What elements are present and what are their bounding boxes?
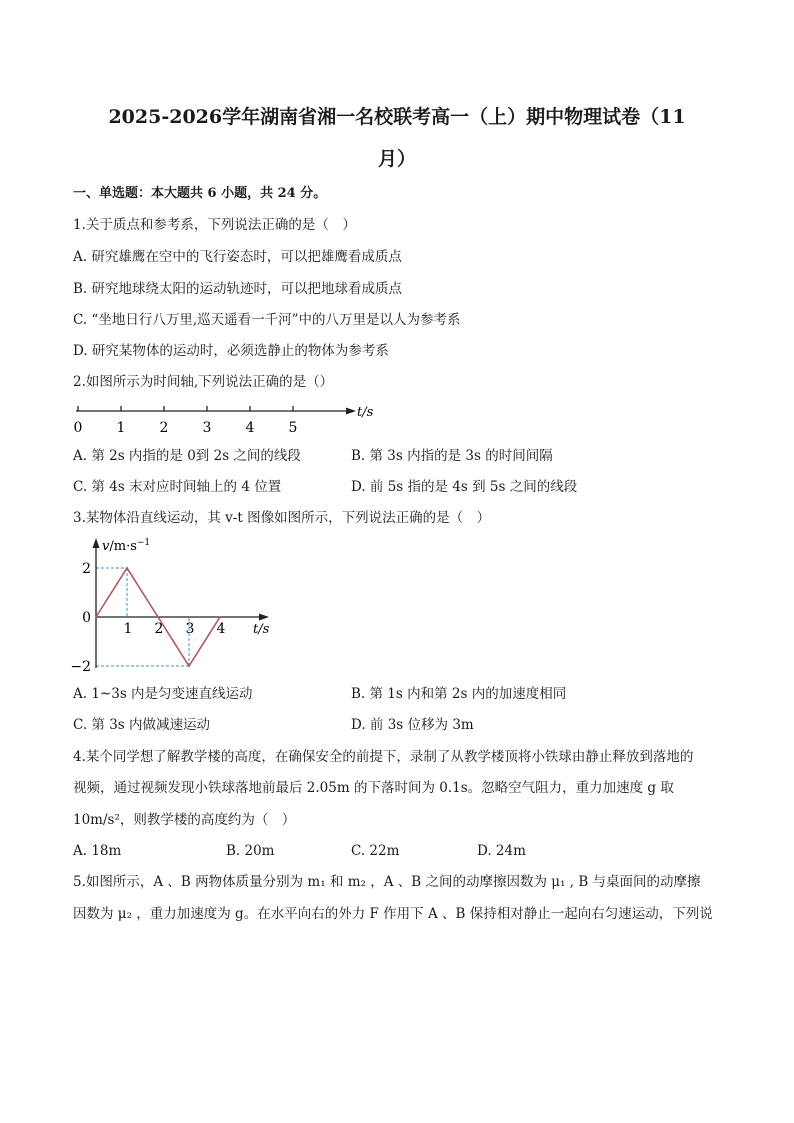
x-tick-label: 1 [123,621,133,637]
q4-option-a: A. 18m [73,843,122,859]
q1-option-c: C. “坐地日行八万里,巡天遥看一千河”中的八万里是以人为参考系 [73,312,461,328]
exam-title-line1: 2025-2026学年湖南省湘一名校联考高一（上）期中物理试卷（11 [108,106,686,128]
q5-line1: 5.如图所示，A 、B 两物体质量分别为 m₁ 和 m₂ ，A 、B 之间的动摩擦因数为 μ₁ , B 与桌面间的动摩擦 [73,874,701,890]
x-tick-label: 3 [185,621,195,637]
axis-tick-label: 0 [73,420,83,436]
q5-line2: 因数为 μ₂ ，重力加速度为 g。在水平向右的外力 F 作用下 A 、B 保持相对静止一起向右匀速运动，下列说 [73,906,713,922]
axis-tick-label: 4 [245,420,255,436]
data-point [95,616,97,618]
q4-option-b: B. 20m [226,843,275,859]
q2-option-d: D. 前 5s 指的是 4s 到 5s 之间的线段 [351,479,578,495]
axis-label-t: t/s [357,405,374,420]
q4-line2: 视频，通过视频发现小铁球落地前最后 2.05m 的下落时间为 0.1s。忽略空气阻力，重力加速度 g 取 [73,780,674,796]
q2-option-b: B. 第 3s 内指的是 3s 的时间间隔 [351,448,553,464]
data-point [157,616,159,618]
q3-option-c: C. 第 3s 内做减速运动 [73,717,211,733]
x-tick-label: 2 [154,621,164,637]
y-axis-arrow [93,538,100,548]
q1-option-d: D. 研究某物体的运动时，必须选静止的物体为参考系 [73,343,389,359]
exam-title-line2: 月） [377,148,416,170]
y-axis-label: $v/m\cdot s^{-1}$ [102,538,151,554]
vt-graph [68,528,288,678]
x-axis-label: t/s [253,622,270,637]
q1-stem: 1.关于质点和参考系，下列说法正确的是（ ） [73,217,356,233]
y-tick-label: 2 [82,561,91,577]
q3-stem: 3.某物体沿直线运动，其 v-t 图像如图所示，下列说法正确的是（ ） [73,510,491,526]
axis-tick-label: 3 [202,420,212,436]
q4-option-c: C. 22m [351,843,400,859]
axis-tick-label: 1 [116,420,126,436]
q2-stem: 2.如图所示为时间轴,下列说法正确的是（） [73,374,334,390]
q3-option-d: D. 前 3s 位移为 3m [351,717,474,733]
y-tick-label: −2 [70,659,91,675]
data-point [126,567,128,569]
section-heading: 一、单选题：本大题共 6 小题，共 24 分。 [73,186,327,201]
q3-option-b: B. 第 1s 内和第 2s 内的加速度相同 [351,686,567,702]
q1-option-a: A. 研究雄鹰在空中的飞行姿态时，可以把雄鹰看成质点 [73,249,402,265]
q4-line1: 4.某个同学想了解教学楼的高度，在确保安全的前提下，录制了从教学楼顶将小铁球由静止释放到落地的 [73,749,694,765]
data-point [219,616,221,618]
x-axis-arrow [259,614,269,621]
q1-option-b: B. 研究地球绕太阳的运动轨迹时，可以把地球看成质点 [73,281,403,297]
axis-tick-label: 5 [288,420,298,436]
q2-option-c: C. 第 4s 末对应时间轴上的 4 位置 [73,479,282,495]
time-axis-figure [68,400,378,440]
y-tick-label: 0 [82,610,91,626]
x-tick-label: 4 [216,621,226,637]
data-point [188,665,190,667]
axis-tick-label: 2 [159,420,169,436]
q3-option-a: A. 1~3s 内是匀变速直线运动 [73,686,253,702]
q4-line3: 10m/s²，则教学楼的高度约为（ ） [73,812,296,828]
q2-option-a: A. 第 2s 内指的是 0到 2s 之间的线段 [73,448,301,464]
q4-option-d: D. 24m [477,843,526,859]
